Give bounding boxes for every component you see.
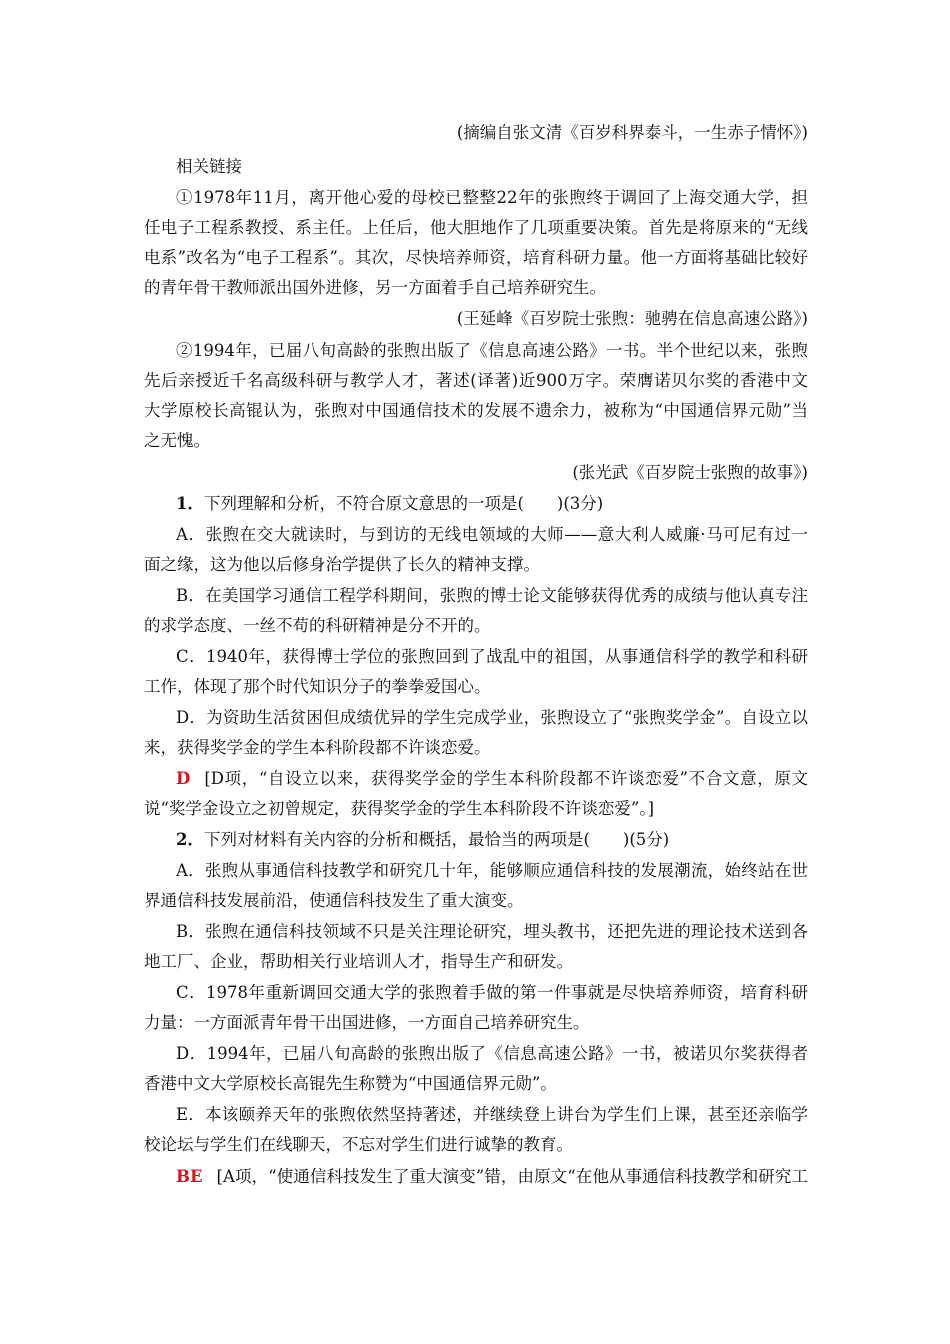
option-c-cont: 工作，体现了那个时代知识分子的拳拳爱国心。 [144, 677, 491, 696]
paragraph-line: ①1978年11月，离开他心爱的母校已整整22年的张煦终于调回了上海交通大学，担 [176, 188, 808, 207]
question-text: 下列理解和分析，不符合原文意思的一项是( )(3分) [203, 494, 604, 513]
section-heading: 相关链接 [176, 157, 242, 176]
answer-explanation: [A项，“使通信科技发生了重大演变”错，由原文“在他从事通信科技教学和研究工 [216, 1167, 808, 1186]
question-2-stem [176, 828, 808, 852]
option-b-cont: 的求学态度、一丝不苟的科研精神是分不开的。 [144, 616, 491, 635]
question-1-stem [176, 492, 808, 516]
answer-explanation-cont: 说“奖学金设立之初曾规定，获得奖学金的学生本科阶段不许谈恋爱”。] [144, 799, 655, 818]
option-c: C．1978年重新调回交通大学的张煦着手做的第一件事就是尽快培养师资，培育科研 [176, 983, 808, 1002]
paragraph-line: 先后亲授近千名高级科研与教学人才，著述(译著)近900万字。荣膺诺贝尔奖的香港中文 [144, 371, 808, 390]
option-d-cont: 来，获得奖学金的学生本科阶段都不许谈恋爱。 [144, 738, 491, 757]
paragraph-line: ②1994年，已届八旬高龄的张煦出版了《信息高速公路》一书。半个世纪以来，张煦 [176, 341, 808, 360]
option-a-cont: 面之缘，这为他以后修身治学提供了长久的精神支撑。 [144, 555, 540, 574]
paragraph-line: 的青年骨干教师派出国外进修，另一方面着手自己培养研究生。 [144, 278, 606, 297]
option-b-cont: 地工厂、企业，帮助相关行业培训人才，指导生产和研发。 [144, 952, 573, 971]
paragraph-line: 任电子工程系教授、系主任。上任后，他大胆地作了几项重要决策。首先是将原来的“无线 [144, 218, 808, 237]
option-e-cont: 校论坛与学生们在线聊天，不忘对学生们进行诚挚的教育。 [144, 1135, 573, 1154]
option-d: D．为资助生活贫困但成绩优异的学生完成学业，张煦设立了“张煦奖学金”。自设立以 [176, 708, 808, 727]
option-a: A．张煦在交大就读时，与到访的无线电领域的大师——意大利人威廉·马可尼有过一 [176, 525, 808, 544]
question-number: 1． [176, 494, 204, 513]
option-e: E．本该颐养天年的张煦依然坚持著述，并继续登上讲台为学生们上课，甚至还亲临学 [176, 1105, 808, 1124]
option-a: A．张煦从事通信科技教学和研究几十年，能够顺应通信科技的发展潮流，始终站在世 [176, 861, 808, 880]
answer-key: D [176, 769, 191, 788]
option-b: B．张煦在通信科技领域不只是关注理论研究，埋头教书，还把先进的理论技术送到各 [176, 922, 808, 941]
option-a-cont: 界通信科技发展前沿，使通信科技发生了重大演变。 [144, 891, 524, 910]
source-citation: (摘编自张文清《百岁科界泰斗，一生赤子情怀》) [456, 123, 808, 142]
answer-key: BE [176, 1167, 203, 1186]
answer-line [176, 1165, 808, 1189]
option-c: C．1940年，获得博士学位的张煦回到了战乱中的祖国，从事通信科学的教学和科研 [176, 647, 808, 666]
paragraph-line: 大学原校长高锟认为，张煦对中国通信技术的发展不遗余力，被称为“中国通信界元勋”当 [144, 401, 808, 420]
option-d: D．1994年，已届八旬高龄的张煦出版了《信息高速公路》一书，被诺贝尔奖获得者 [176, 1044, 808, 1063]
question-number: 2． [176, 830, 204, 849]
paragraph-line: 电系”改名为“电子工程系”。其次，尽快培养师资，培育科研力量。他一方面将基础比较好 [144, 248, 808, 267]
option-b: B．在美国学习通信工程学科期间，张煦的博士论文能够获得优秀的成绩与他认真专注 [176, 586, 808, 605]
option-c-cont: 力量：一方面派青年骨干出国进修，一方面自己培养研究生。 [144, 1013, 590, 1032]
paragraph-line: 之无愧。 [144, 431, 210, 450]
source-citation: (张光武《百岁院士张煦的故事》) [572, 463, 808, 482]
source-citation: (王延峰《百岁院士张煦：驰骋在信息高速公路》) [456, 309, 808, 328]
answer-line [176, 767, 808, 791]
option-d-cont: 香港中文大学原校长高锟先生称赞为“中国通信界元勋”。 [144, 1074, 557, 1093]
answer-explanation: [D项，“自设立以来，获得奖学金的学生本科阶段都不许谈恋爱”不合文意，原文 [204, 769, 808, 788]
question-text: 下列对材料有关内容的分析和概括，最恰当的两项是( )(5分) [203, 830, 670, 849]
